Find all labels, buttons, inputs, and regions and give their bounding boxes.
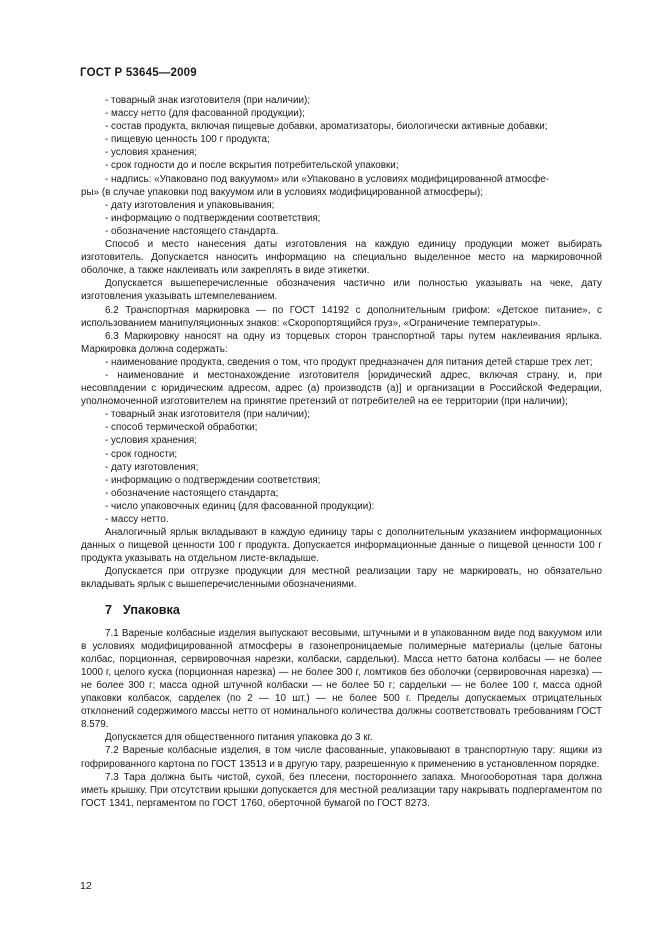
paragraph-local-sale: Допускается при отгрузке продукции для местной реализации тару не маркировать, но обязательно вкладывать ярлык с вышеперечисленными обозначениями. xyxy=(81,566,602,591)
list-item: - срок годности до и после вскрытия потребительской упаковки; xyxy=(105,160,399,172)
list-item: - информацию о подтверждении соответствия; xyxy=(105,474,321,486)
section-heading-7 xyxy=(81,603,602,617)
paragraph-7-3: 7.3 Тара должна быть чистой, сухой, без плесени, постороннего запаха. Многооборотная тара должна иметь крышку. При отсутствии крышки допускается для местной реализации тару накрывать подпергаментом по ГОСТ 1341, пергаментом по ГОСТ 1760, оберточной бумагой по ГОСТ 8273. xyxy=(81,771,602,809)
paragraph-6-3: 6.3 Маркировку наносят на одну из торцевых сторон транспортной тары путем наклеивания ярлыка. Маркировка должна содержать: xyxy=(81,330,602,355)
list-item: - состав продукта, включая пищевые добавки, ароматизаторы, биологически активные добавки; xyxy=(105,121,548,133)
section-title: Упаковка xyxy=(123,602,180,617)
list-item: - дату изготовления и упаковывания; xyxy=(105,199,275,211)
list-item: - способ термической обработки; xyxy=(105,422,258,434)
list-item: - число упаковочных единиц (для фасованной продукции): xyxy=(105,500,375,512)
list-item: - товарный знак изготовителя (при наличии); xyxy=(105,95,311,106)
page-number: 12 xyxy=(80,880,92,892)
paragraph-6-2: 6.2 Транспортная маркировка — по ГОСТ 14192 с дополнительным грифом: «Детское питание», с использованием манипуляционных знаков: «Скоропортящийся груз», «Ограничение температуры». xyxy=(81,304,602,329)
paragraph-7-1: 7.1 Вареные колбасные изделия выпускают весовыми, штучными и в упакованном виде под вакуумом или в условиях модифицированной атмосферы в газонепроницаемые полимерные материалы (целые батоны колбас, порционная, сервировочная нарезки, колбаски, сардельки). Масса нетто батона колбасы — не более 1000 г, целого куска (порционная нарезка) — не более 300 г, ломтиков без оболочки (сервировочная нарезка) — не более 300 г; масса одной штучной колбаски — не более 50 г; сардельки — не более 100 г, масса одной упаковки колбасок, сарделек (по 2 — 10 шт.) — не более 500 г. Пределы допускаемых отрицательных отклонений содержимого массы нетто от номинального количества должны соответствовать требованиям ГОСТ 8.579. xyxy=(81,627,602,731)
list-item: - информацию о подтверждении соответствия; xyxy=(105,212,321,224)
list-item: - массу нетто (для фасованной продукции); xyxy=(105,108,305,120)
paragraph-similar-label: Аналогичный ярлык вкладывают в каждую единицу тары с дополнительным указанием информационных данных о пищевой ценности 100 г продукта. Допускается информационные данные о пищевой ценности 100 г продукта указывать на отдельном листе-вкладыше. xyxy=(81,527,602,565)
list-item: - обозначение настоящего стандарта. xyxy=(105,225,279,237)
document-body xyxy=(81,94,602,810)
list-item-manufacturer: - наименование и местонахождение изготовителя [юридический адрес, включая страну, и, при несовпадении с юридическим адресом, адрес (а) производств (а)] и организации в Российской Федерации, уполномоченной изготовителем на принятие претензий от потребителей на ее территории (при наличии); xyxy=(81,369,602,408)
list-item: - товарный знак изготовителя (при наличии); xyxy=(105,409,311,421)
list-item: - срок годности; xyxy=(105,448,178,460)
paragraph-date-method: Способ и место нанесения даты изготовления на каждую единицу продукции может выбирать изготовитель. Допускается наносить информацию на специально выделенное место на маркировочной оболочке, а также наклеивать или закреплять в виде этикетки. xyxy=(81,239,602,277)
list-item: - условия хранения; xyxy=(105,147,197,159)
paragraph-receipt: Допускается вышеперечисленные обозначения частично или полностью указывать на чеке, дату изготовления указывать штемпелеванием. xyxy=(81,278,602,303)
paragraph-7-2: 7.2 Вареные колбасные изделия, в том числе фасованные, упаковывают в транспортную тару: ящики из гофрированного картона по ГОСТ 13513 и в другую тару, разрешенную к применению в установленном порядке. xyxy=(81,745,602,770)
document-code: ГОСТ Р 53645—2009 xyxy=(80,67,197,79)
section-number: 7 xyxy=(105,602,113,617)
list-item-product-name: - наименование продукта, сведения о том, что продукт предназначен для питания детей старше трех лет; xyxy=(105,356,593,368)
list-item: - обозначение настоящего стандарта; xyxy=(105,487,279,499)
list-item-continuation: ры» (в случае упаковки под вакуумом или в условиях модифицированной атмосферы); xyxy=(81,186,484,198)
list-item: - массу нетто. xyxy=(105,514,169,525)
list-item: - надпись: «Упаковано под вакуумом» или «Упаковано в условиях модифицированной атмосфе- xyxy=(105,173,550,185)
paragraph-7-1-catering: Допускается для общественного питания упаковка до 3 кг. xyxy=(105,732,373,744)
list-item: - условия хранения; xyxy=(105,435,197,447)
list-item: - дату изготовления; xyxy=(105,461,199,473)
list-item: - пищевую ценность 100 г продукта; xyxy=(105,134,270,146)
